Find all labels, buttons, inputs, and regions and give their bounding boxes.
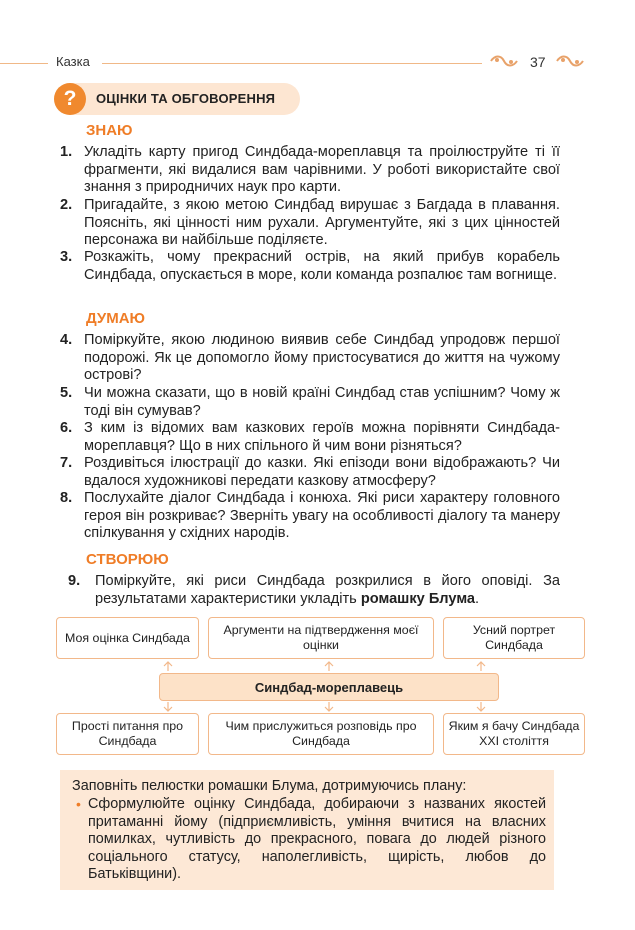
diagram-box-bottom-2: Чим прислужиться розповідь про Синдбада: [208, 713, 434, 755]
question-number: 6.: [60, 420, 73, 436]
subhead-know: ЗНАЮ: [86, 122, 133, 139]
question-9: [68, 573, 560, 608]
question-number: 7.: [60, 455, 73, 471]
question-4: [60, 332, 560, 385]
question-text: Розкажіть, чому прекрасний острів, на який прибув корабель Синдбада, опускається в море, коли команда розпалює там вогнище.: [84, 249, 560, 283]
question-5: [60, 385, 560, 420]
ornament-right-icon: [555, 54, 585, 71]
subhead-think: ДУМАЮ: [86, 310, 145, 327]
arrow-down-icon: [476, 702, 486, 712]
note-item: Сформулюйте оцінку Синдбада, добираючи з названих якостей притаманні йому (підприємливість, уміння вчитися на власних помилках, чутливість до прекрасного, повага до людей різного соціального статусу, наполегливість, щирість, любов до Батьківщини).: [88, 796, 546, 883]
question-number: 5.: [60, 385, 73, 401]
question-text: Укладіть карту пригод Синдбада-мореплавця та проілюструйте ті її фрагменти, які видалися вам чарівними. У роботі використайте свої знання з природничих наук про карти.: [84, 144, 560, 196]
question-text: Роздивіться ілюстрації до казки. Які епізоди вони відображають? Чи вдалося художникові передати казкову атмосферу?: [84, 455, 560, 489]
question-number: 2.: [60, 197, 73, 213]
question-number: 9.: [68, 573, 81, 589]
question-1: [60, 144, 560, 197]
question-number: 8.: [60, 490, 73, 506]
arrow-down-icon: [163, 702, 173, 712]
ornament-left-icon: [489, 54, 519, 71]
subhead-create: СТВОРЮЮ: [86, 551, 169, 568]
question-text: Пригадайте, з якою метою Синдбад вирушає з Багдада в плавання. Поясніть, які цінності ним рухали. Аргументуйте, які з цих цінностей персонажа ви найбільше поділяєте.: [84, 197, 560, 249]
question-text: Чи можна сказати, що в новій країні Синдбад став успішним? Чому ж тоді він сумував?: [84, 385, 560, 419]
diagram-box-bottom-3: Яким я бачу Синдбада ХХІ століття: [443, 713, 585, 755]
question-7: [60, 455, 560, 490]
bullet-icon: •: [76, 796, 81, 812]
question-number: 4.: [60, 332, 73, 348]
question-number: 3.: [60, 249, 73, 265]
diagram-box-top-1: Моя оцінка Синдбада: [56, 617, 199, 659]
diagram-box-top-2: Аргументи на підтвердження моєї оцінки: [208, 617, 434, 659]
header-rule-right: [102, 63, 482, 64]
question-text: З ким із відомих вам казкових героїв можна порівняти Синдбада-мореплавця? Що в них спільного й чим вони різняться?: [84, 420, 560, 454]
arrow-up-icon: [163, 661, 173, 671]
question-text: Поміркуйте, які риси Синдбада розкрилися в його оповіді. За результатами характеристики укладіть ромашку Блума.: [95, 573, 560, 607]
question-text: Поміркуйте, якою людиною виявив себе Синдбад упродовж першої подорожі. Як це допомогло йому пристосуватися до життя на чужому острові?: [84, 332, 560, 384]
arrow-up-icon: [476, 661, 486, 671]
question-2: [60, 197, 560, 250]
header-rule-left: [0, 63, 48, 64]
diagram-box-bottom-1: Прості питання про Синдбада: [56, 713, 199, 755]
arrow-up-icon: [324, 661, 334, 671]
question-text: Послухайте діалог Синдбада і конюха. Які риси характеру головного героя він розкриває? Зверніть увагу на особливості діалогу та манеру спілкування у східних народів.: [84, 490, 560, 542]
question-mark-icon: ?: [54, 83, 86, 115]
diagram-box-top-3: Усний портрет Синдбада: [443, 617, 585, 659]
page-header: [0, 52, 635, 74]
question-number: 1.: [60, 144, 73, 160]
page-number: 37: [530, 54, 546, 70]
question-3: [60, 249, 560, 284]
section-title: ОЦІНКИ ТА ОБГОВОРЕННЯ: [96, 91, 276, 106]
diagram-center-box: Синдбад-мореплавець: [159, 673, 499, 701]
note-intro: Заповніть пелюстки ромашки Блума, дотримуючись плану:: [72, 778, 467, 794]
arrow-down-icon: [324, 702, 334, 712]
question-8: [60, 490, 560, 543]
question-6: [60, 420, 560, 455]
chapter-title: Казка: [56, 54, 90, 69]
instruction-note: [60, 770, 554, 890]
bloom-daisy-term: ромашку Блума: [360, 590, 476, 607]
